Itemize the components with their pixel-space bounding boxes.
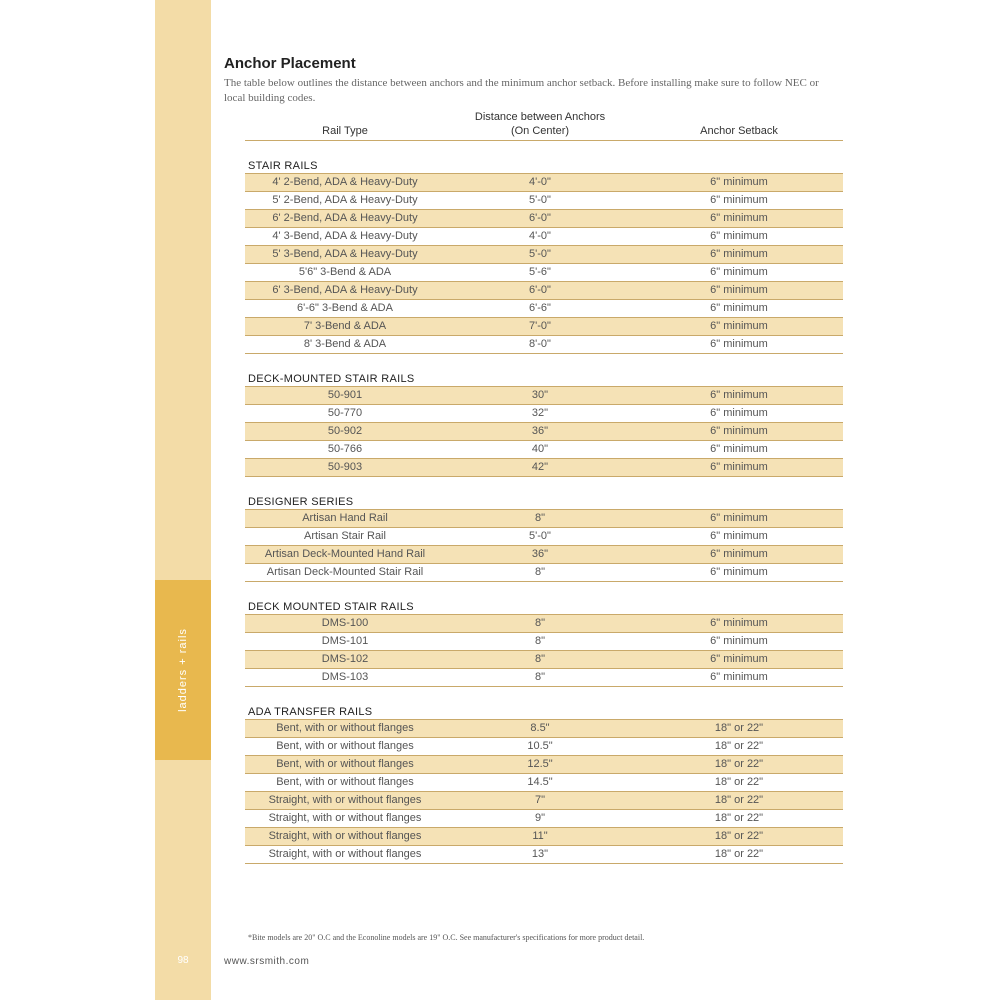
table-row [245, 669, 843, 687]
table-row [245, 810, 843, 828]
rail-type-cell: 4' 3-Bend, ADA & Heavy-Duty [272, 230, 418, 242]
setback-cell: 6" minimum [710, 176, 768, 188]
distance-cell: 7'-0" [529, 320, 551, 332]
table-section [245, 600, 843, 687]
distance-cell: 8" [534, 512, 546, 524]
setback-cell: 6" minimum [710, 617, 768, 629]
setback-cell: 6" minimum [710, 389, 768, 401]
table-row [245, 336, 843, 354]
intro-text: The table below outlines the distance between anchors and the minimum anchor setback. Before installing make sure to follow NEC or local building codes. [224, 77, 819, 104]
distance-cell: 8" [534, 671, 546, 683]
setback-cell: 6" minimum [710, 443, 768, 455]
distance-cell: 7" [534, 794, 546, 806]
distance-cell: 13" [531, 848, 549, 860]
table-row [245, 405, 843, 423]
rail-type-cell: DMS-102 [321, 653, 369, 665]
setback-cell: 6" minimum [710, 338, 768, 350]
table-row [245, 615, 843, 633]
setback-cell: 6" minimum [710, 530, 768, 542]
table-section [245, 159, 843, 354]
footer-url[interactable]: www.srsmith.com [224, 956, 310, 967]
setback-cell: 18" or 22" [714, 758, 764, 770]
table-row [245, 651, 843, 669]
setback-cell: 6" minimum [710, 302, 768, 314]
distance-cell: 12.5" [527, 758, 553, 770]
distance-cell: 10.5" [527, 740, 553, 752]
table-row [245, 300, 843, 318]
setback-cell: 6" minimum [710, 212, 768, 224]
setback-cell: 6" minimum [710, 671, 768, 683]
setback-cell: 6" minimum [710, 320, 768, 332]
rail-type-cell: Straight, with or without flanges [268, 830, 422, 842]
distance-cell: 36" [531, 425, 549, 437]
distance-cell: 8" [534, 653, 546, 665]
setback-cell: 18" or 22" [714, 830, 764, 842]
rail-type-cell: 6' 3-Bend, ADA & Heavy-Duty [272, 284, 418, 296]
setback-cell: 18" or 22" [714, 812, 764, 824]
setback-cell: 6" minimum [710, 425, 768, 437]
table-header [245, 110, 843, 141]
table-row [245, 387, 843, 405]
header-setback: Anchor Setback [700, 125, 778, 137]
table-row [245, 459, 843, 477]
rail-type-cell: 4' 2-Bend, ADA & Heavy-Duty [272, 176, 418, 188]
rail-type-cell: 50-903 [327, 461, 363, 473]
page-number: 98 [177, 955, 189, 966]
table-section [245, 705, 843, 864]
distance-cell: 36" [531, 548, 549, 560]
distance-cell: 5'-0" [529, 530, 551, 542]
rail-type-cell: DMS-101 [321, 635, 369, 647]
rail-type-cell: 7' 3-Bend & ADA [303, 320, 387, 332]
table-row [245, 174, 843, 192]
setback-cell: 6" minimum [710, 653, 768, 665]
rail-type-cell: 5'6" 3-Bend & ADA [298, 266, 392, 278]
setback-cell: 18" or 22" [714, 776, 764, 788]
table-row [245, 738, 843, 756]
setback-cell: 6" minimum [710, 461, 768, 473]
table-row [245, 546, 843, 564]
table-body [245, 159, 843, 864]
footnote: *Bite models are 20" O.C and the Econoline models are 19" O.C. See manufacturer's specifications for more product detail. [248, 933, 645, 942]
rail-type-cell: Bent, with or without flanges [276, 740, 414, 752]
rail-type-cell: Artisan Deck-Mounted Hand Rail [264, 548, 426, 560]
section-title: DECK MOUNTED STAIR RAILS [245, 600, 843, 615]
table-row [245, 264, 843, 282]
setback-cell: 6" minimum [710, 548, 768, 560]
distance-cell: 14.5" [527, 776, 553, 788]
table-row [245, 828, 843, 846]
rail-type-cell: Artisan Deck-Mounted Stair Rail [266, 566, 424, 578]
table-row [245, 510, 843, 528]
distance-cell: 42" [531, 461, 549, 473]
rail-type-cell: Bent, with or without flanges [276, 722, 414, 734]
rail-type-cell: Straight, with or without flanges [268, 848, 422, 860]
setback-cell: 6" minimum [710, 566, 768, 578]
rail-type-cell: 6'-6" 3-Bend & ADA [297, 302, 393, 314]
setback-cell: 6" minimum [710, 248, 768, 260]
rail-type-cell: Bent, with or without flanges [276, 758, 414, 770]
rail-type-cell: 8' 3-Bend & ADA [303, 338, 387, 350]
table-row [245, 282, 843, 300]
section-title: ADA TRANSFER RAILS [245, 705, 843, 720]
rail-type-cell: 50-770 [327, 407, 363, 419]
table-row [245, 633, 843, 651]
table-row [245, 423, 843, 441]
table-row [245, 846, 843, 864]
table-row [245, 774, 843, 792]
distance-cell: 8.5" [530, 722, 550, 734]
table-row [245, 246, 843, 264]
header-distance-line2: (On Center) [510, 125, 570, 137]
setback-cell: 18" or 22" [714, 794, 764, 806]
page-title: Anchor Placement [224, 55, 356, 72]
rail-type-cell: Straight, with or without flanges [268, 812, 422, 824]
distance-cell: 5'-0" [529, 248, 551, 260]
setback-cell: 6" minimum [710, 284, 768, 296]
setback-cell: 6" minimum [710, 230, 768, 242]
rail-type-cell: Bent, with or without flanges [276, 776, 414, 788]
rail-type-cell: Straight, with or without flanges [268, 794, 422, 806]
setback-cell: 18" or 22" [714, 722, 764, 734]
section-title: STAIR RAILS [245, 159, 843, 174]
table-row [245, 228, 843, 246]
distance-cell: 30" [531, 389, 549, 401]
section-title: DESIGNER SERIES [245, 495, 843, 510]
setback-cell: 18" or 22" [714, 740, 764, 752]
header-rail-type: Rail Type [322, 125, 368, 137]
distance-cell: 8" [534, 635, 546, 647]
setback-cell: 6" minimum [710, 194, 768, 206]
table-row [245, 318, 843, 336]
rail-type-cell: Artisan Hand Rail [302, 512, 388, 524]
anchor-table [245, 110, 843, 864]
table-row [245, 192, 843, 210]
distance-cell: 11" [532, 830, 548, 842]
distance-cell: 6'-0" [529, 212, 551, 224]
distance-cell: 5'-0" [529, 194, 551, 206]
setback-cell: 6" minimum [710, 512, 768, 524]
distance-cell: 8" [534, 566, 546, 578]
setback-cell: 18" or 22" [714, 848, 764, 860]
table-row [245, 441, 843, 459]
distance-cell: 9" [534, 812, 546, 824]
distance-cell: 8" [534, 617, 546, 629]
distance-cell: 4'-0" [529, 176, 551, 188]
table-section [245, 495, 843, 582]
rail-type-cell: 50-901 [327, 389, 363, 401]
rail-type-cell: DMS-103 [321, 671, 369, 683]
distance-cell: 6'-6" [529, 302, 551, 314]
rail-type-cell: DMS-100 [321, 617, 369, 629]
distance-cell: 5'-6" [529, 266, 551, 278]
distance-cell: 8'-0" [529, 338, 551, 350]
setback-cell: 6" minimum [710, 635, 768, 647]
rail-type-cell: 50-902 [327, 425, 363, 437]
distance-cell: 32" [531, 407, 549, 419]
rail-type-cell: 6' 2-Bend, ADA & Heavy-Duty [272, 212, 418, 224]
rail-type-cell: Artisan Stair Rail [304, 530, 386, 542]
sidebar-band [155, 0, 211, 1000]
setback-cell: 6" minimum [710, 407, 768, 419]
rail-type-cell: 50-766 [327, 443, 363, 455]
table-section [245, 372, 843, 477]
section-title: DECK-MOUNTED STAIR RAILS [245, 372, 843, 387]
table-row [245, 210, 843, 228]
distance-cell: 40" [531, 443, 549, 455]
table-row [245, 792, 843, 810]
table-row [245, 528, 843, 546]
rail-type-cell: 5' 3-Bend, ADA & Heavy-Duty [272, 248, 418, 260]
distance-cell: 4'-0" [529, 230, 551, 242]
header-distance [445, 110, 635, 138]
section-tab-label: ladders + rails [177, 628, 189, 712]
header-distance-line1: Distance between Anchors [474, 111, 606, 123]
table-row [245, 756, 843, 774]
table-row [245, 720, 843, 738]
rail-type-cell: 5' 2-Bend, ADA & Heavy-Duty [272, 194, 418, 206]
distance-cell: 6'-0" [529, 284, 551, 296]
setback-cell: 6" minimum [710, 266, 768, 278]
table-row [245, 564, 843, 582]
